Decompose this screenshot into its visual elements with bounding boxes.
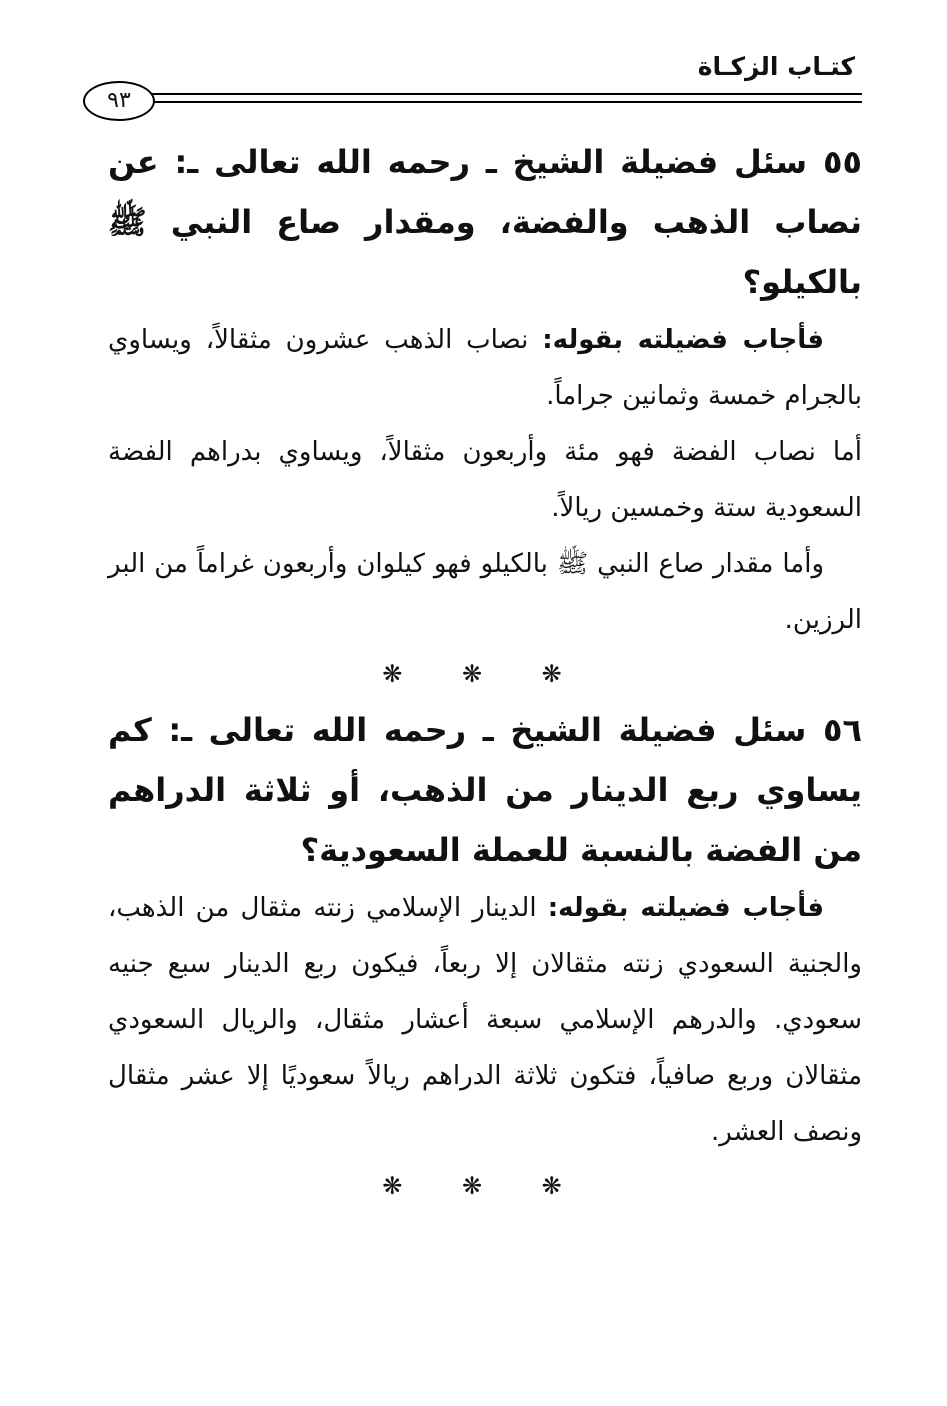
section-separator: ❋ ❋ ❋ <box>382 660 588 688</box>
answer-55-p1-text: نصاب الذهب عشرون مثقالاً، ويساوي بالجرام خمسة وثمانين جراماً. <box>108 325 862 411</box>
answer-55-p1 <box>108 312 862 424</box>
answer-55-p2: أما نصاب الفضة فهو مئة وأربعون مثقالاً، ويساوي بدراهم الفضة السعودية ستة وخمسين ريالاً. <box>108 437 862 523</box>
book-title: كتـاب الزكـاة <box>697 52 855 81</box>
page-content <box>108 132 862 1212</box>
question-55: ٥٥ سئل فضيلة الشيخ ـ رحمه الله تعالى ـ: عن نصاب الذهب والفضة، ومقدار صاع النبي ﷺ بالكيلو؟ <box>108 143 862 301</box>
page-number: ٩٣ <box>83 81 155 121</box>
answer-lead: فأجاب فضيلته بقوله: <box>542 325 825 355</box>
answer-lead: فأجاب فضيلته بقوله: <box>547 893 824 923</box>
header-rule <box>148 93 862 103</box>
section-separator: ❋ ❋ ❋ <box>382 1172 588 1200</box>
question-56: ٥٦ سئل فضيلة الشيخ ـ رحمه الله تعالى ـ: كم يساوي ربع الدينار من الذهب، أو ثلاثة الدراهم من الفضة بالنسبة للعملة السعودية؟ <box>108 711 862 869</box>
answer-56-p1-text: الدينار الإسلامي زنته مثقال من الذهب، والجنية السعودي زنته مثقالان إلا ربعاً، فيكون ربع الدينار سبع جنيه سعودي. والدرهم الإسلامي سبعة أعشار مثقال، والريال السعودي مثقالان وربع صافياً، فتكون ثلاثة الدراهم ريالاً سعوديًا إلا عشر مثقال ونصف العشر. <box>108 893 862 1147</box>
answer-55-p3: وأما مقدار صاع النبي ﷺ بالكيلو فهو كيلوان وأربعون غراماً من البر الرزين. <box>108 549 862 635</box>
answer-56-p1 <box>108 880 862 1160</box>
